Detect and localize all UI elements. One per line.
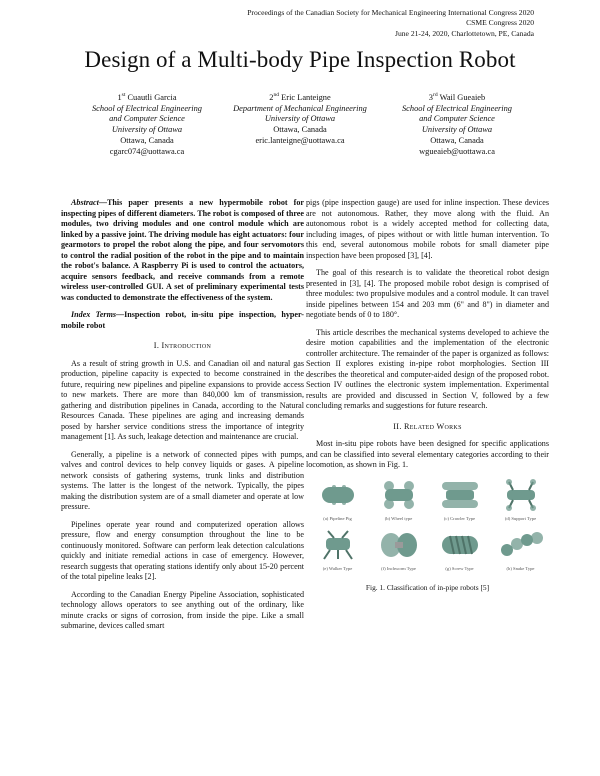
abstract: Abstract—This paper presents a new hypermobile robot for inspecting pipes of different diameters. The robot is composed of three modules, two driving modules and one control module which are linked by a passive joint. The driving module has eight actuators: four gearmotors to propel the robot along the pipe, and four servomotors to control the radial position of the robot in the pipe and to maintain the robot's balance. A Raspberry Pi is used to control the actuators, acquire sensors feedback, and receive commands from a remote wireless user-controlled GUI. A set of preliminary experimental tests was conducted to demonstrate the effectiveness of the system. — [61, 198, 304, 302]
wheel-type-robot-image — [373, 478, 425, 512]
pipeline-pig-image — [312, 478, 364, 512]
author-name-2: 2nd Eric Lanteigne — [269, 92, 331, 102]
author-uni-3: University of Ottawa — [421, 125, 493, 135]
right-column — [306, 198, 549, 593]
author-dept-3b: and Computer Science — [419, 114, 495, 124]
author-uni-1: University of Ottawa — [111, 125, 183, 135]
figure-panel-label: (a) Pipeline Pig — [323, 515, 352, 521]
author-block-2 — [220, 90, 380, 147]
walker-type-robot-image — [312, 528, 364, 562]
intro-paragraph-7: This article describes the mechanical systems developed to achieve the desire motion capabilities and the implementation of the electronic controller architecture. The remainder of the paper is organized as follows: Section II explores existing in-pipe robot morphologies. Section III describes the theoretical and computer-aided design of the proposed robot. Section IV outlines the electronic system implementation. Experimental results are provided and discussed in Section V, followed by a few concluding remarks and suggestions for future research. — [306, 327, 549, 410]
section-heading-related-works: II. Related Works — [393, 421, 462, 431]
figure-panel-label: (c) Crawler Type — [443, 515, 476, 521]
figure-panel-inchworm-type — [371, 528, 426, 575]
inchworm-type-robot-image — [373, 528, 425, 562]
author-location-2: Ottawa, Canada — [273, 125, 327, 135]
author-name-3: 3rd Wail Gueaieb — [428, 92, 486, 102]
author-email-1: cgarc074@uottawa.ca — [109, 146, 185, 156]
author-block-1 — [62, 90, 232, 158]
author-email-3: wgueaieb@uottawa.ca — [419, 146, 495, 156]
paper-title: Design of a Multi-body Pipe Inspection Robot — [84, 47, 516, 72]
header-line-1: Proceedings of the Canadian Society for Mechanical Engineering International Congress 2020 — [247, 8, 534, 17]
conference-header — [114, 8, 534, 39]
related-paragraph-1: Most in-situ pipe robots have been designed for specific applications and can be classified into several elementary categories according to their locomotion, as shown in Fig. 1. — [306, 439, 549, 469]
figure-panel-label: (g) Screw Type — [445, 566, 474, 571]
intro-paragraph-3: Pipelines operate year round and computerized operation allows pressure, flow and energy consumption throughout the line to be continuously monitored. Software can perform leak detection calculations quickly and initiate remedial actions in case of emergency. However, research suggests that operating stations identify only about 15-20 percent of the total pipeline leaks [2]. — [61, 519, 304, 581]
figure-panel-screw-type — [432, 528, 487, 575]
intro-paragraph-4: According to the Canadian Energy Pipeline Association, sophisticated technology allows operators to see anything out of the ordinary, like minute cracks or signs of corrosion, from inside the pipe. Like a small submarine, devices called smart — [61, 589, 304, 630]
author-dept-1b: and Computer Science — [109, 114, 185, 124]
author-location-3: Ottawa, Canada — [430, 135, 484, 145]
section-heading-introduction: I. Introduction — [153, 341, 212, 350]
intro-paragraph-6: The goal of this research is to validate the theoretical robot design presented in [3], [4]. The proposed mobile robot design is comprised of three modules: two propulsive modules and a control module. It can travel inside pipelines between 154 and 203 mm (6" and 8") in diameter and negotiate bends of 0 to 180°. — [306, 268, 549, 319]
screw-type-robot-image — [434, 528, 486, 562]
author-uni-2: University of Ottawa — [264, 114, 336, 124]
snake-type-robot-image — [495, 528, 547, 562]
intro-paragraph-5: pigs (pipe inspection gauge) are used for inline inspection. These devices are not autonomous. Rather, they move along with the fluid. An autonomous robot is a widely accepted method for collecting data, including images, of pipes without or with little human intervention. To this end, several autonomous mobile robots for small diameter pipe inspection have been proposed [3], [4]. — [306, 198, 549, 260]
figure-panel-label: (b) Wheel type — [384, 515, 413, 521]
author-dept-2: Department of Mechanical Engineering — [233, 103, 367, 113]
figure-1-caption: Fig. 1. Classification of in-pipe robots [5] — [365, 582, 490, 592]
author-name-1: 1st Cuautli Garcia — [117, 92, 177, 102]
header-line-2: CSME Congress 2020 — [466, 18, 534, 28]
figure-panel-label: (d) Support Type — [504, 515, 537, 521]
left-column — [61, 198, 304, 639]
index-terms: Index Terms—Inspection robot, in-situ pipe inspection, hyper-mobile robot — [61, 310, 304, 330]
figure-panel-crawler-type — [432, 478, 487, 525]
support-type-robot-image — [495, 478, 547, 512]
figure-panel-label: (f) Inchworm Type — [381, 566, 416, 571]
intro-paragraph-1: As a result of string growth in U.S. and Canadian oil and natural gas production, pipeline capacity is expected to become constrained in the future, requiring new pipelines and pipeline expansions to provide access to new markets. There are more than 840,000 km of transmission, gathering and distribution pipelines in Canada, according to the Natural Resources Canada. These pipelines are aging and increasing demands posed by harsher service conditions stress the importance of integrity management [1]. As such, leakage detection and maintenance are crucial. — [61, 358, 304, 441]
figure-panel-support-type — [493, 478, 548, 525]
author-block-3 — [372, 90, 542, 158]
author-dept-3: School of Electrical Engineering — [401, 103, 512, 113]
figure-panel-snake-type — [493, 528, 548, 575]
author-location-1: Ottawa, Canada — [120, 135, 174, 145]
crawler-type-robot-image — [434, 478, 486, 512]
figure-1-grid — [310, 478, 548, 575]
author-dept-1: School of Electrical Engineering — [91, 103, 202, 113]
figure-panel-label: (e) Walker Type — [322, 566, 353, 571]
author-email-2: eric.lanteigne@uottawa.ca — [255, 135, 345, 145]
figure-panel-pipeline-pig — [310, 478, 365, 525]
figure-panel-label: (h) Snake Type — [506, 566, 535, 571]
intro-paragraph-2: Generally, a pipeline is a network of connected pipes with pumps, valves and control devices to help convey liquids or gases. A pipeline network consists of gathering systems, trunk links and distribution systems. The latter is the longest of the network. Typically, the pipes making the distribution system are of a small diameter and operate at low pressure. — [61, 449, 304, 511]
figure-panel-walker-type — [310, 528, 365, 575]
figure-panel-wheel-type — [371, 478, 426, 525]
header-line-3: June 21-24, 2020, Charlottetown, PE, Canada — [395, 28, 534, 38]
